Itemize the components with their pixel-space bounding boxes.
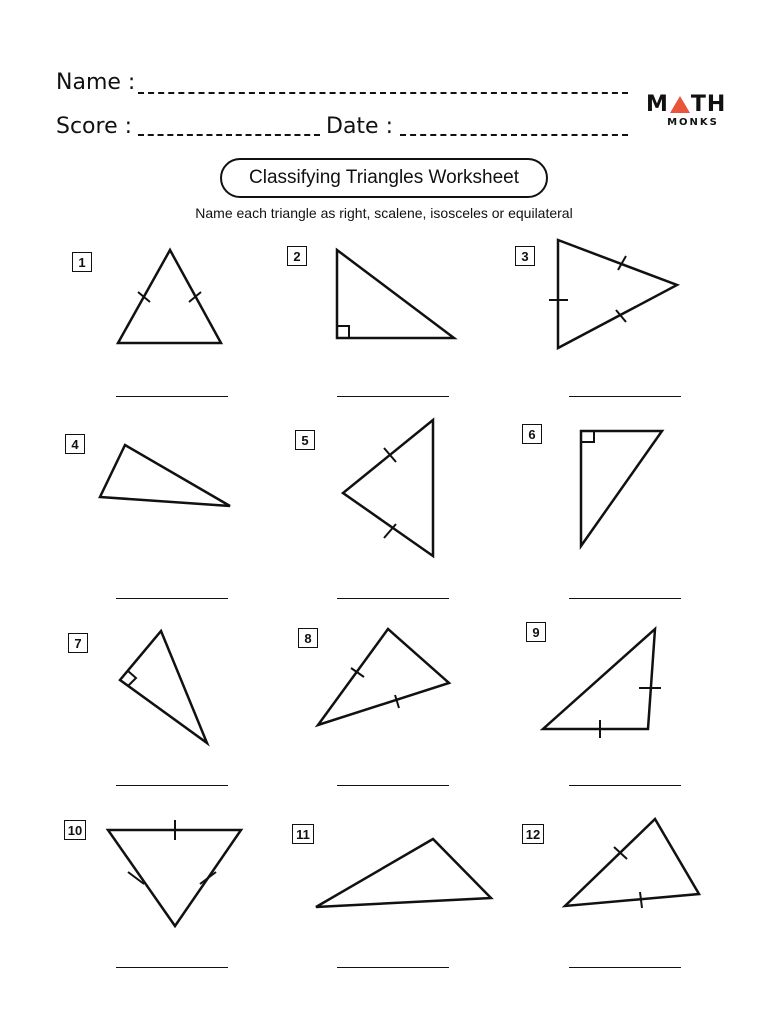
logo-text-monks: MONKS <box>667 117 719 128</box>
triangle-7 <box>120 631 207 743</box>
name-label: Name : <box>56 70 136 95</box>
problem-number-8: 8 <box>298 628 318 648</box>
problem-number-9: 9 <box>526 622 546 642</box>
triangle-8 <box>318 629 449 725</box>
triangle-11 <box>316 839 491 907</box>
logo-text-th: TH <box>690 92 727 117</box>
problem-number-1: 1 <box>72 252 92 272</box>
triangle-2 <box>337 250 454 338</box>
triangle-9 <box>543 629 661 738</box>
problem-number-12: 12 <box>522 824 544 844</box>
triangle-6 <box>581 431 662 546</box>
date-label: Date : <box>326 114 393 139</box>
triangle-12 <box>565 819 699 908</box>
triangle-1 <box>118 250 221 343</box>
triangle-3 <box>549 240 677 348</box>
problem-number-3: 3 <box>515 246 535 266</box>
problem-number-11: 11 <box>292 824 314 844</box>
triangle-4 <box>100 445 230 506</box>
instructions: Name each triangle as right, scalene, isosceles or equilateral <box>195 205 573 221</box>
problem-number-7: 7 <box>68 633 88 653</box>
worksheet-title-text: Classifying Triangles Worksheet <box>249 167 519 188</box>
triangle-10 <box>108 820 241 926</box>
triangle-5 <box>343 420 433 556</box>
score-label: Score : <box>56 114 133 139</box>
problem-number-10: 10 <box>64 820 86 840</box>
problem-number-2: 2 <box>287 246 307 266</box>
problem-number-5: 5 <box>295 430 315 450</box>
logo-text-m: M <box>646 92 669 117</box>
problem-number-6: 6 <box>522 424 542 444</box>
problem-number-4: 4 <box>65 434 85 454</box>
